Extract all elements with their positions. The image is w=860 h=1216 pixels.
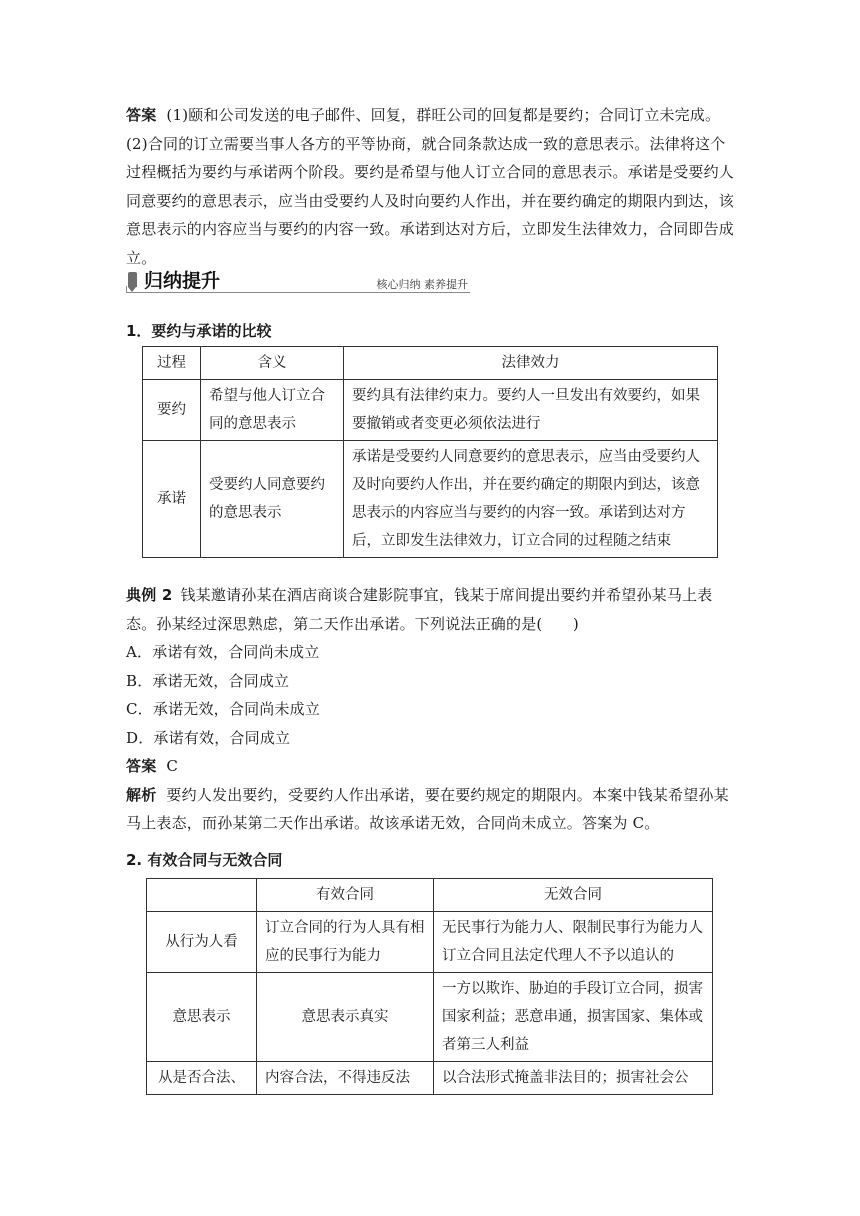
section-underline <box>126 292 470 293</box>
table-cell: 以合法形式掩盖非法目的；损害社会公 <box>434 1062 713 1095</box>
option-c: C．承诺无效，合同尚未成立 <box>126 700 321 718</box>
bookmark-icon <box>128 272 137 287</box>
example-analysis <box>126 781 738 838</box>
table-row <box>147 973 713 1062</box>
table-header-row <box>147 879 713 912</box>
example-question-text: 钱某邀请孙某在酒店商谈合建影院事宜，钱某于席间提出要约并希望孙某马上表态。孙某经过深思熟虑，第二天作出承诺。下列说法正确的是( ) <box>126 586 713 633</box>
table-cell: 意思表示真实 <box>257 973 434 1062</box>
table2-title: 2. 有效合同与无效合同 <box>126 851 283 869</box>
table1-title: 1．要约与承诺的比较 <box>126 322 272 340</box>
table-cell: 内容合法，不得违反法 <box>257 1062 434 1095</box>
section-title: 归纳提升 <box>144 270 221 292</box>
example-question <box>126 581 738 638</box>
table-header-cell: 含义 <box>201 347 344 380</box>
table-header-row <box>143 347 718 380</box>
table-header-cell: 法律效力 <box>344 347 718 380</box>
table-cell: 要约 <box>143 380 201 441</box>
answer-block <box>126 101 738 272</box>
table-row <box>143 380 718 441</box>
analysis-label: 解析 <box>126 785 157 804</box>
example-answer <box>126 752 738 781</box>
answer-label: 答案 <box>126 106 157 124</box>
table-cell: 订立合同的行为人具有相应的民事行为能力 <box>257 912 434 973</box>
table-header-cell: 无效合同 <box>434 879 713 912</box>
table-header-cell: 过程 <box>143 347 201 380</box>
answer-line-1 <box>126 101 738 130</box>
table-cell: 从行为人看 <box>147 912 257 973</box>
table-cell: 希望与他人订立合同的意思表示 <box>201 380 344 441</box>
answer-text-2: (2)合同的订立需要当事人各方的平等协商，就合同条款达成一致的意思表示。法律将这个过程概括为要约与承诺两个阶段。要约是希望与他人订立合同的意思表示。承诺是受要约人同意要约的意思表示，应当由受要约人及时向要约人作出，并在要约确定的期限内到达，该意思表示的内容应当与要约的内容一致。承诺到达对方后，立即发生法律效力，合同即告成立。 <box>126 134 735 267</box>
option-b: B．承诺无效，合同成立 <box>126 671 290 690</box>
answer-value: C <box>166 757 179 775</box>
section-header <box>126 268 470 294</box>
option-a: A．承诺有效，合同尚未成立 <box>126 643 320 661</box>
example-block <box>126 581 738 838</box>
answer-text-1: (1)颐和公司发送的电子邮件、回复，群旺公司的回复都是要约；合同订立未完成。 <box>166 106 721 124</box>
table-cell: 一方以欺诈、胁迫的手段订立合同，损害国家利益；恶意串通，损害国家、集体或者第三人利益 <box>434 973 713 1062</box>
table-row <box>147 1062 713 1095</box>
table-cell: 从是否合法、 <box>147 1062 257 1095</box>
example-label: 典例 2 <box>126 586 173 604</box>
table-header-cell: 有效合同 <box>257 879 434 912</box>
contract-validity-table <box>146 878 713 1095</box>
table-cell: 承诺 <box>143 441 201 558</box>
table-cell: 无民事行为能力人、限制民事行为能力人订立合同且法定代理人不予以追认的 <box>434 912 713 973</box>
table-row <box>147 912 713 973</box>
analysis-text: 要约人发出要约，受要约人作出承诺，要在要约规定的期限内。本案中钱某希望孙某马上表态，而孙某第二天作出承诺。故该承诺无效，合同尚未成立。答案为 C。 <box>126 785 729 832</box>
option-d: D．承诺有效，合同成立 <box>126 728 291 747</box>
table-cell: 承诺是受要约人同意要约的意思表示，应当由受要约人及时向要约人作出，并在要约确定的期限内到达，该意思表示的内容应当与要约的内容一致。承诺到达对方后，立即发生法律效力，订立合同的过程随之结束 <box>344 441 718 558</box>
answer-label: 答案 <box>126 757 157 775</box>
table-header-cell <box>147 879 257 912</box>
table-cell: 要约具有法律约束力。要约人一旦发出有效要约，如果要撤销或者变更必须依法进行 <box>344 380 718 441</box>
section-subtitle: 核心归纳 素养提升 <box>376 278 468 291</box>
table-cell: 受要约人同意要约的意思表示 <box>201 441 344 558</box>
table-cell: 意思表示 <box>147 973 257 1062</box>
offer-acceptance-table <box>142 346 718 558</box>
section-underline-tick <box>126 286 127 293</box>
table-row <box>143 441 718 558</box>
